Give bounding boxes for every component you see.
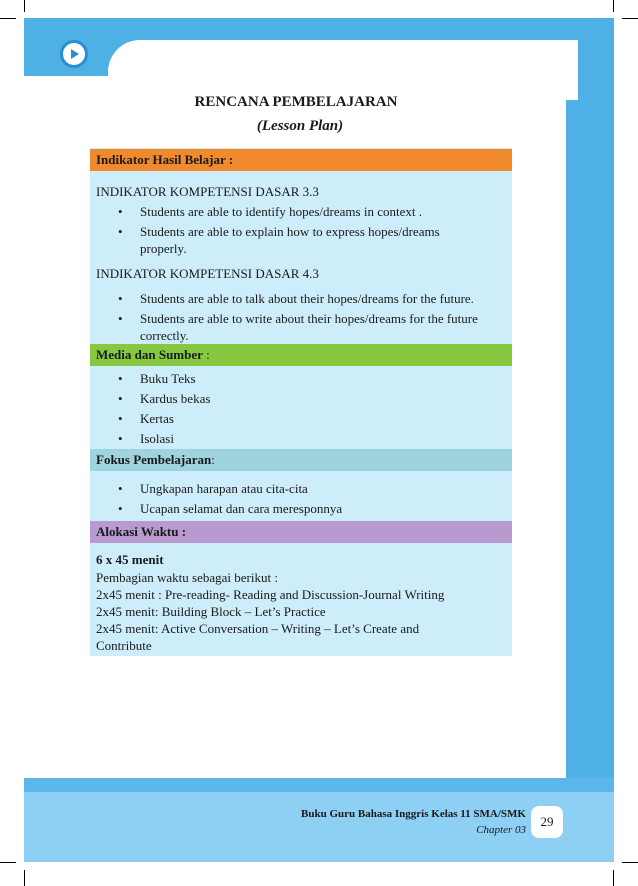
crop-mark — [613, 870, 614, 886]
chapter-label: Chapter 03 — [476, 824, 526, 836]
time-line: Pembagian waktu sebagai berikut : — [96, 570, 278, 585]
book-title: Buku Guru Bahasa Inggris Kelas 11 SMA/SMK — [301, 808, 526, 820]
section-header-media: Media dan Sumber : — [90, 344, 512, 366]
duration: 6 x 45 menit — [96, 552, 164, 567]
content-corner — [108, 40, 578, 100]
section-header-alokasi: Alokasi Waktu : — [90, 521, 512, 543]
page-number: 29 — [531, 806, 563, 838]
page-title: RENCANA PEMBELAJARAN — [194, 94, 398, 110]
crop-mark — [0, 862, 16, 863]
bottom-banner — [24, 778, 614, 862]
crop-mark — [24, 0, 25, 12]
crop-mark — [622, 18, 638, 19]
section-header-fokus: Fokus Pembelajaran: — [90, 449, 512, 471]
crop-mark — [622, 862, 638, 863]
time-line: 2x45 menit : Pre-reading- Reading and Discussion-Journal Writing — [96, 587, 445, 602]
page-subtitle: (Lesson Plan) — [256, 118, 344, 134]
right-banner — [566, 76, 614, 786]
kd-title-4-3: INDIKATOR KOMPETENSI DASAR 4.3 — [96, 266, 319, 281]
crop-mark — [0, 18, 16, 19]
crop-mark — [24, 870, 25, 886]
section-header-indikator: Indikator Hasil Belajar : — [90, 149, 512, 171]
time-line: 2x45 menit: Building Block – Let’s Practice — [96, 604, 326, 619]
time-line: 2x45 menit: Active Conversation – Writing – Let’s Create and Contribute — [96, 621, 420, 653]
kd-title-3-3: INDIKATOR KOMPETENSI DASAR 3.3 — [96, 184, 319, 199]
crop-mark — [613, 0, 614, 12]
play-icon[interactable] — [60, 40, 88, 68]
